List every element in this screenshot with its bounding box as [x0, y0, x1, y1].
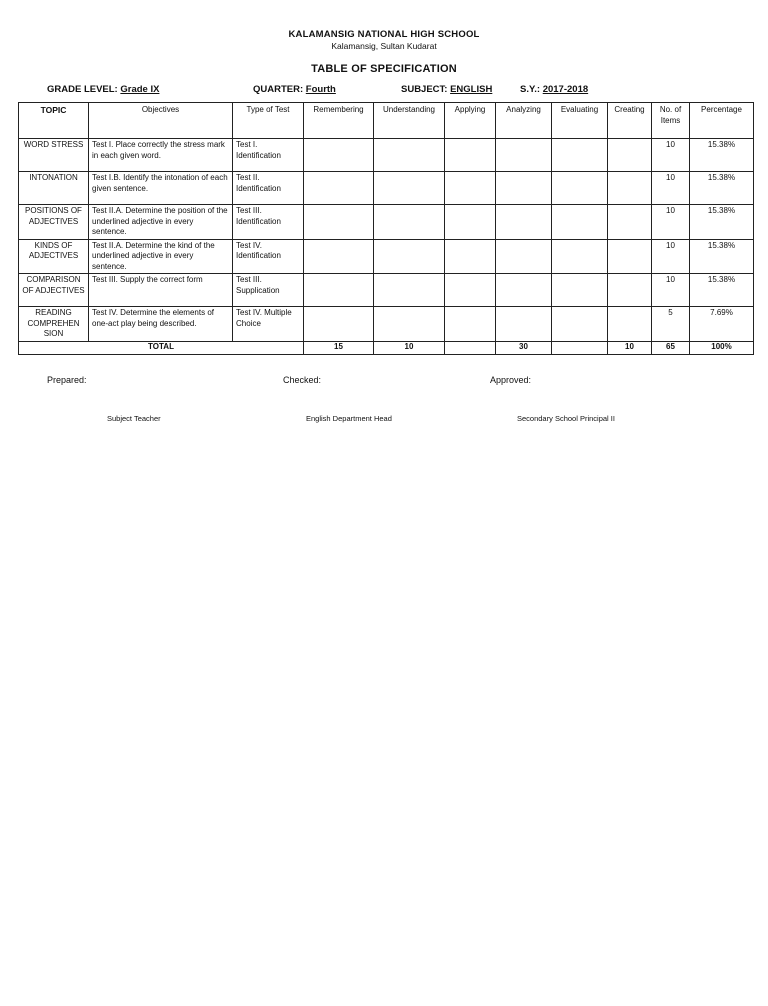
total-understanding: 10: [374, 341, 445, 354]
column-header-applying: Applying: [445, 103, 496, 139]
topic-cell: INTONATION: [19, 172, 89, 205]
column-header-creating: Creating: [608, 103, 652, 139]
grade-level-label: GRADE LEVEL:: [47, 84, 118, 95]
column-header-no-of-items: No. of Items: [652, 103, 690, 139]
column-header-topic: TOPIC: [19, 103, 89, 139]
quarter-value: Fourth: [305, 84, 336, 95]
subject-field: [401, 84, 492, 95]
creating-cell: [608, 274, 652, 307]
percentage-cell: 15.38%: [690, 205, 754, 240]
evaluating-cell: [552, 139, 608, 172]
objective-cell: Test I. Place correctly the stress mark in each given word.: [89, 139, 233, 172]
objective-cell: Test II.A. Determine the position of the underlined adjective in every sentence.: [89, 205, 233, 240]
applying-cell: [445, 307, 496, 342]
topic-cell: COMPARISON OF ADJECTIVES: [19, 274, 89, 307]
table-row: [19, 139, 754, 172]
evaluating-cell: [552, 239, 608, 274]
remembering-cell: [304, 172, 374, 205]
table-header-row: [19, 103, 754, 139]
understanding-cell: [374, 307, 445, 342]
topic-cell: POSITIONS OF ADJECTIVES: [19, 205, 89, 240]
analyzing-cell: [496, 239, 552, 274]
column-header-remembering: Remembering: [304, 103, 374, 139]
table-row: [19, 239, 754, 274]
column-header-analyzing: Analyzing: [496, 103, 552, 139]
school-year-value: 2017-2018: [542, 84, 589, 95]
objective-cell: Test III. Supply the correct form: [89, 274, 233, 307]
department-head-role: English Department Head: [306, 414, 392, 423]
total-percentage: 100%: [690, 341, 754, 354]
column-header-type-of-test: Type of Test: [233, 103, 304, 139]
items-cell: 10: [652, 205, 690, 240]
items-cell: 10: [652, 139, 690, 172]
quarter-label: QUARTER:: [253, 84, 304, 95]
document-title: TABLE OF SPECIFICATION: [311, 63, 457, 75]
column-header-objectives: Objectives: [89, 103, 233, 139]
grade-level-value: Grade IX: [120, 84, 160, 95]
test-type-cell: Test III. Identification: [233, 205, 304, 240]
percentage-cell: 15.38%: [690, 239, 754, 274]
total-evaluating: [552, 341, 608, 354]
column-header-understanding: Understanding: [374, 103, 445, 139]
table-row: [19, 307, 754, 342]
creating-cell: [608, 239, 652, 274]
understanding-cell: [374, 172, 445, 205]
percentage-cell: 7.69%: [690, 307, 754, 342]
school-name: KALAMANSIG NATIONAL HIGH SCHOOL: [288, 29, 480, 40]
objective-cell: Test II.A. Determine the kind of the underlined adjective in every sentence.: [89, 239, 233, 274]
column-header-evaluating: Evaluating: [552, 103, 608, 139]
evaluating-cell: [552, 205, 608, 240]
total-items: 65: [652, 341, 690, 354]
grade-level-field: [47, 84, 165, 95]
remembering-cell: [304, 239, 374, 274]
objective-cell: Test I.B. Identify the intonation of each given sentence.: [89, 172, 233, 205]
school-address: Kalamansig, Sultan Kudarat: [331, 41, 437, 51]
creating-cell: [608, 172, 652, 205]
applying-cell: [445, 172, 496, 205]
evaluating-cell: [552, 172, 608, 205]
analyzing-cell: [496, 274, 552, 307]
subject-label: SUBJECT:: [401, 84, 448, 95]
total-analyzing: 30: [496, 341, 552, 354]
applying-cell: [445, 239, 496, 274]
understanding-cell: [374, 274, 445, 307]
creating-cell: [608, 139, 652, 172]
creating-cell: [608, 307, 652, 342]
items-cell: 10: [652, 274, 690, 307]
checked-label: Checked:: [283, 375, 322, 385]
school-year-label: S.Y.:: [520, 84, 541, 95]
items-cell: 10: [652, 239, 690, 274]
test-type-cell: Test IV. Multiple Choice: [233, 307, 304, 342]
analyzing-cell: [496, 172, 552, 205]
understanding-cell: [374, 139, 445, 172]
total-remembering: 15: [304, 341, 374, 354]
total-applying: [445, 341, 496, 354]
remembering-cell: [304, 139, 374, 172]
test-type-cell: Test IV. Identification: [233, 239, 304, 274]
test-type-cell: Test III. Supplication: [233, 274, 304, 307]
column-header-percentage: Percentage: [690, 103, 754, 139]
total-creating: 10: [608, 341, 652, 354]
understanding-cell: [374, 239, 445, 274]
school-year-field: [520, 84, 588, 95]
principal-role: Secondary School Principal II: [517, 414, 615, 423]
total-row: [19, 341, 754, 354]
remembering-cell: [304, 307, 374, 342]
percentage-cell: 15.38%: [690, 274, 754, 307]
creating-cell: [608, 205, 652, 240]
quarter-field: [253, 84, 336, 95]
specification-table: [18, 102, 754, 355]
topic-cell: READING COMPREHEN SION: [19, 307, 89, 342]
topic-cell: KINDS OF ADJECTIVES: [19, 239, 89, 274]
percentage-cell: 15.38%: [690, 172, 754, 205]
total-label: TOTAL: [19, 341, 304, 354]
analyzing-cell: [496, 139, 552, 172]
test-type-cell: Test II. Identification: [233, 172, 304, 205]
topic-cell: WORD STRESS: [19, 139, 89, 172]
table-row: [19, 172, 754, 205]
remembering-cell: [304, 205, 374, 240]
understanding-cell: [374, 205, 445, 240]
items-cell: 10: [652, 172, 690, 205]
applying-cell: [445, 274, 496, 307]
approved-label: Approved:: [490, 375, 532, 385]
applying-cell: [445, 139, 496, 172]
prepared-label: Prepared:: [47, 375, 87, 385]
evaluating-cell: [552, 274, 608, 307]
table-row: [19, 205, 754, 240]
items-cell: 5: [652, 307, 690, 342]
table-row: [19, 274, 754, 307]
remembering-cell: [304, 274, 374, 307]
applying-cell: [445, 205, 496, 240]
test-type-cell: Test I. Identification: [233, 139, 304, 172]
subject-teacher-role: Subject Teacher: [107, 414, 161, 423]
analyzing-cell: [496, 307, 552, 342]
analyzing-cell: [496, 205, 552, 240]
evaluating-cell: [552, 307, 608, 342]
subject-value: ENGLISH: [450, 84, 493, 95]
objective-cell: Test IV. Determine the elements of one-act play being described.: [89, 307, 233, 342]
percentage-cell: 15.38%: [690, 139, 754, 172]
